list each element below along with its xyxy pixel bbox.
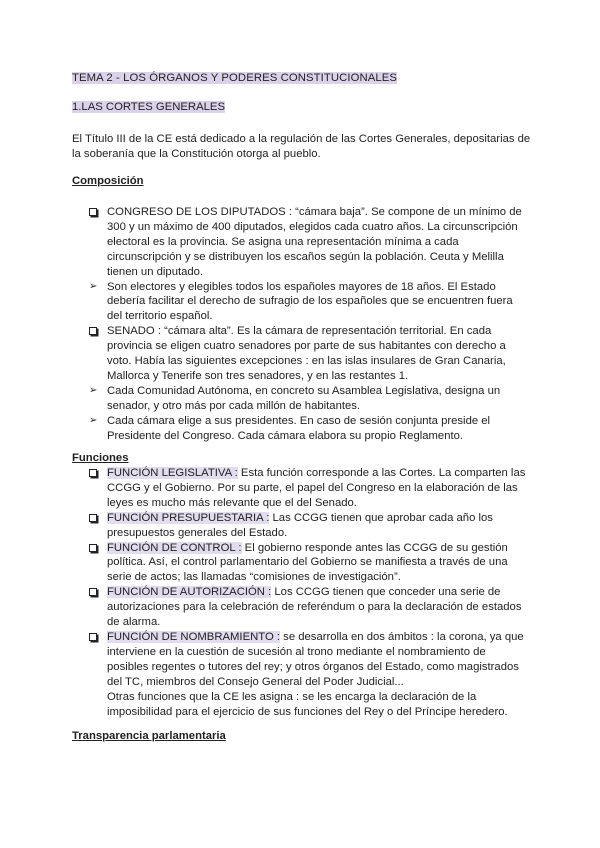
checkbox-bullet-icon xyxy=(89,541,103,556)
list-item xyxy=(89,384,529,414)
composicion-list xyxy=(89,205,529,444)
function-label: FUNCIÓN DE AUTORIZACIÓN : xyxy=(107,586,272,599)
document-title-text: TEMA 2 - LOS ÓRGANOS Y PODERES CONSTITUCIONALES xyxy=(72,72,398,84)
list-item-text: Los CCGG tienen que conceder una serie de autorizaciones para la celebración de referéndum o para la declaración de estados de alarma. xyxy=(107,586,522,629)
checkbox-bullet-icon xyxy=(89,205,103,220)
list-item xyxy=(89,205,529,280)
list-item-text: CONGRESO DE LOS DIPUTADOS : “cámara baja”. Se compone de un mínimo de 300 y un máximo de 400 diputados, elegidos cada cuatro años. La circunscripción electoral es la provincia. Se asigna una representación mínima a cada circunscripción y se distribuyen los escaños según la población. Ceuta y Melilla tienen un diputado. xyxy=(107,206,522,278)
list-item xyxy=(89,585,529,630)
intro-paragraph: El Título III de la CE está dedicado a la regulación de las Cortes Generales, depositarias de la soberanía que la Constitución otorga al pueblo. xyxy=(72,133,531,161)
transparencia-heading: Transparencia parlamentaria xyxy=(72,730,226,742)
arrow-bullet-icon: ➢ xyxy=(89,414,98,426)
section-title-text: 1.LAS CORTES GENERALES xyxy=(72,101,225,113)
composicion-heading: Composición xyxy=(72,175,144,187)
checkbox-bullet-icon xyxy=(89,511,103,526)
checkbox-bullet-icon xyxy=(89,324,103,339)
document-title xyxy=(72,72,397,84)
list-item xyxy=(89,466,529,511)
function-label: FUNCIÓN PRESUPUESTARIA : xyxy=(107,511,270,524)
list-item-text: Cada Comunidad Autónoma, en concreto su Asamblea Legislativa, designa un senador, y otro más por cada millón de habitantes. xyxy=(107,384,501,412)
checkbox-bullet-icon xyxy=(89,585,103,600)
function-label: FUNCIÓN DE CONTROL : xyxy=(107,541,242,554)
section-title xyxy=(72,101,225,113)
list-item xyxy=(89,414,529,444)
list-item xyxy=(89,280,529,325)
list-item-text: Son electores y elegibles todos los españoles mayores de 18 años. El Estado debería facilitar el derecho de sufragio de los españoles que se encuentren fuera del territorio español. xyxy=(107,280,513,323)
function-label: FUNCIÓN DE NOMBRAMIENTO : xyxy=(107,630,281,643)
list-item-text: SENADO : “cámara alta”. Es la cámara de representación territorial. En cada provincia se eligen cuatro senadores por parte de sus habitantes con derecho a voto. Había las siguientes excepciones : en las islas insulares de Gran Canaria, Mallorca y Tenerife son tres senadores, y en las restantes 1. xyxy=(107,325,506,382)
list-item-text: se desarrolla en dos ámbitos : la corona, ya que interviene en la cuestión de sucesión al trono mediante el nombramiento de posibles regentes o tutores del rey; y otros órganos del Estado, como magistrados del TC, miembros del Consejo General del Poder Judicial... xyxy=(107,630,524,688)
list-item xyxy=(89,630,529,690)
checkbox-bullet-icon xyxy=(89,466,103,481)
list-item-text: El gobierno responde antes las CCGG de su gestión política. Así, el control parlamentario del Gobierno se manifiesta a través de una serie de actos; las llamadas “comisiones de investigación”. xyxy=(107,541,508,584)
extra-text: Otras funciones que la CE les asigna : se les encarga la declaración de la imposibilidad para el ejercicio de sus funciones del Rey o del Príncipe heredero. xyxy=(107,690,508,718)
checkbox-bullet-icon xyxy=(89,630,103,645)
list-item-text: Esta función corresponde a las Cortes. La comparten las CCGG y el Gobierno. Por su parte, el papel del Congreso en la elaboración de las leyes es mucho más relevante que el del Senado. xyxy=(107,467,526,509)
list-item-text: Las CCGG tienen que aprobar cada año los presupuestos generales del Estado. xyxy=(107,511,493,539)
list-item xyxy=(89,511,529,541)
arrow-bullet-icon: ➢ xyxy=(89,280,98,292)
list-item-text: Cada cámara elige a sus presidentes. En caso de sesión conjunta preside el Presidente del Congreso. Cada cámara elabora su propio Reglamento. xyxy=(107,414,491,442)
list-item xyxy=(89,324,529,384)
funciones-heading: Funciones xyxy=(72,452,129,464)
arrow-bullet-icon: ➢ xyxy=(89,384,98,396)
funciones-list xyxy=(89,466,529,719)
list-item xyxy=(89,690,529,720)
function-label: FUNCIÓN LEGISLATIVA : xyxy=(107,467,238,479)
list-item xyxy=(89,541,529,586)
